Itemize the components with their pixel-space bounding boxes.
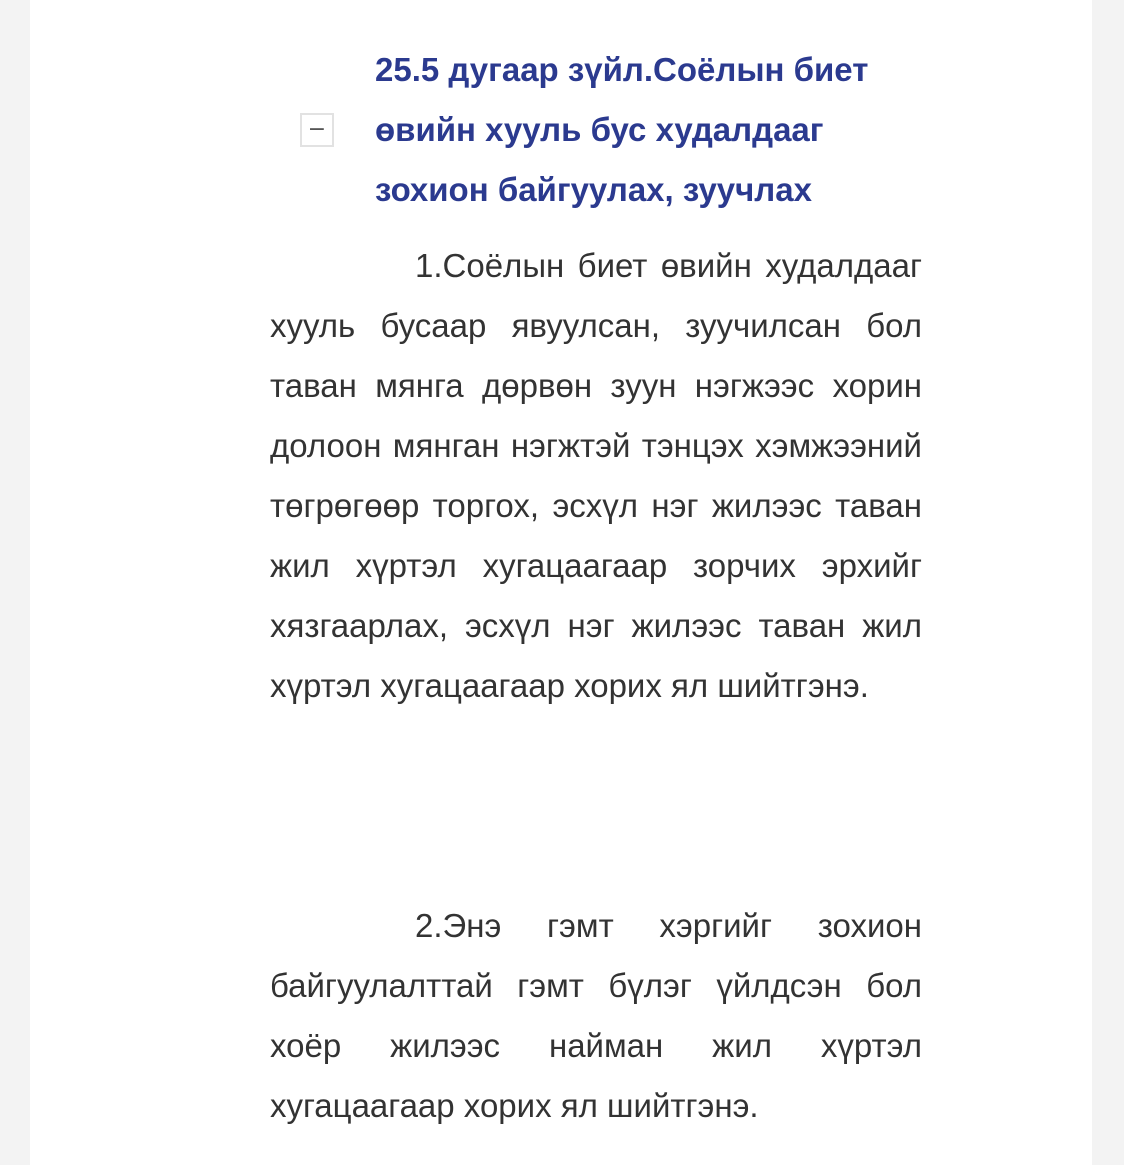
collapse-toggle-button[interactable] bbox=[300, 113, 334, 147]
clause-1: 1.Соёлын биет өвийн худалдааг хууль бусаар явуулсан, зуучилсан бол таван мянга дөрвөн зуун нэгжээс хорин долоон мянган нэгжтэй тэнцэх хэмжээний төгрөгөөр торгох, эсхүл нэг жилээс таван жил хүртэл хугацаагаар зорчих эрхийг хязгаарлах, эсхүл нэг жилээс таван жил хүртэл хугацаагаар хорих ял шийтгэнэ. bbox=[270, 247, 922, 704]
article-title: 25.5 дугаар зүйл.Соёлын биет өвийн хууль бус худалдааг зохион байгуулах, зуучлах bbox=[375, 51, 869, 208]
clause-2: 2.Энэ гэмт хэргийг зохион байгуулалттай гэмт бүлэг үйлдсэн бол хоёр жилээс найман жил хүртэл хугацаагаар хорих ял шийтгэнэ. bbox=[270, 907, 922, 1124]
document-page bbox=[30, 0, 1092, 1165]
minus-icon: − bbox=[307, 117, 327, 142]
